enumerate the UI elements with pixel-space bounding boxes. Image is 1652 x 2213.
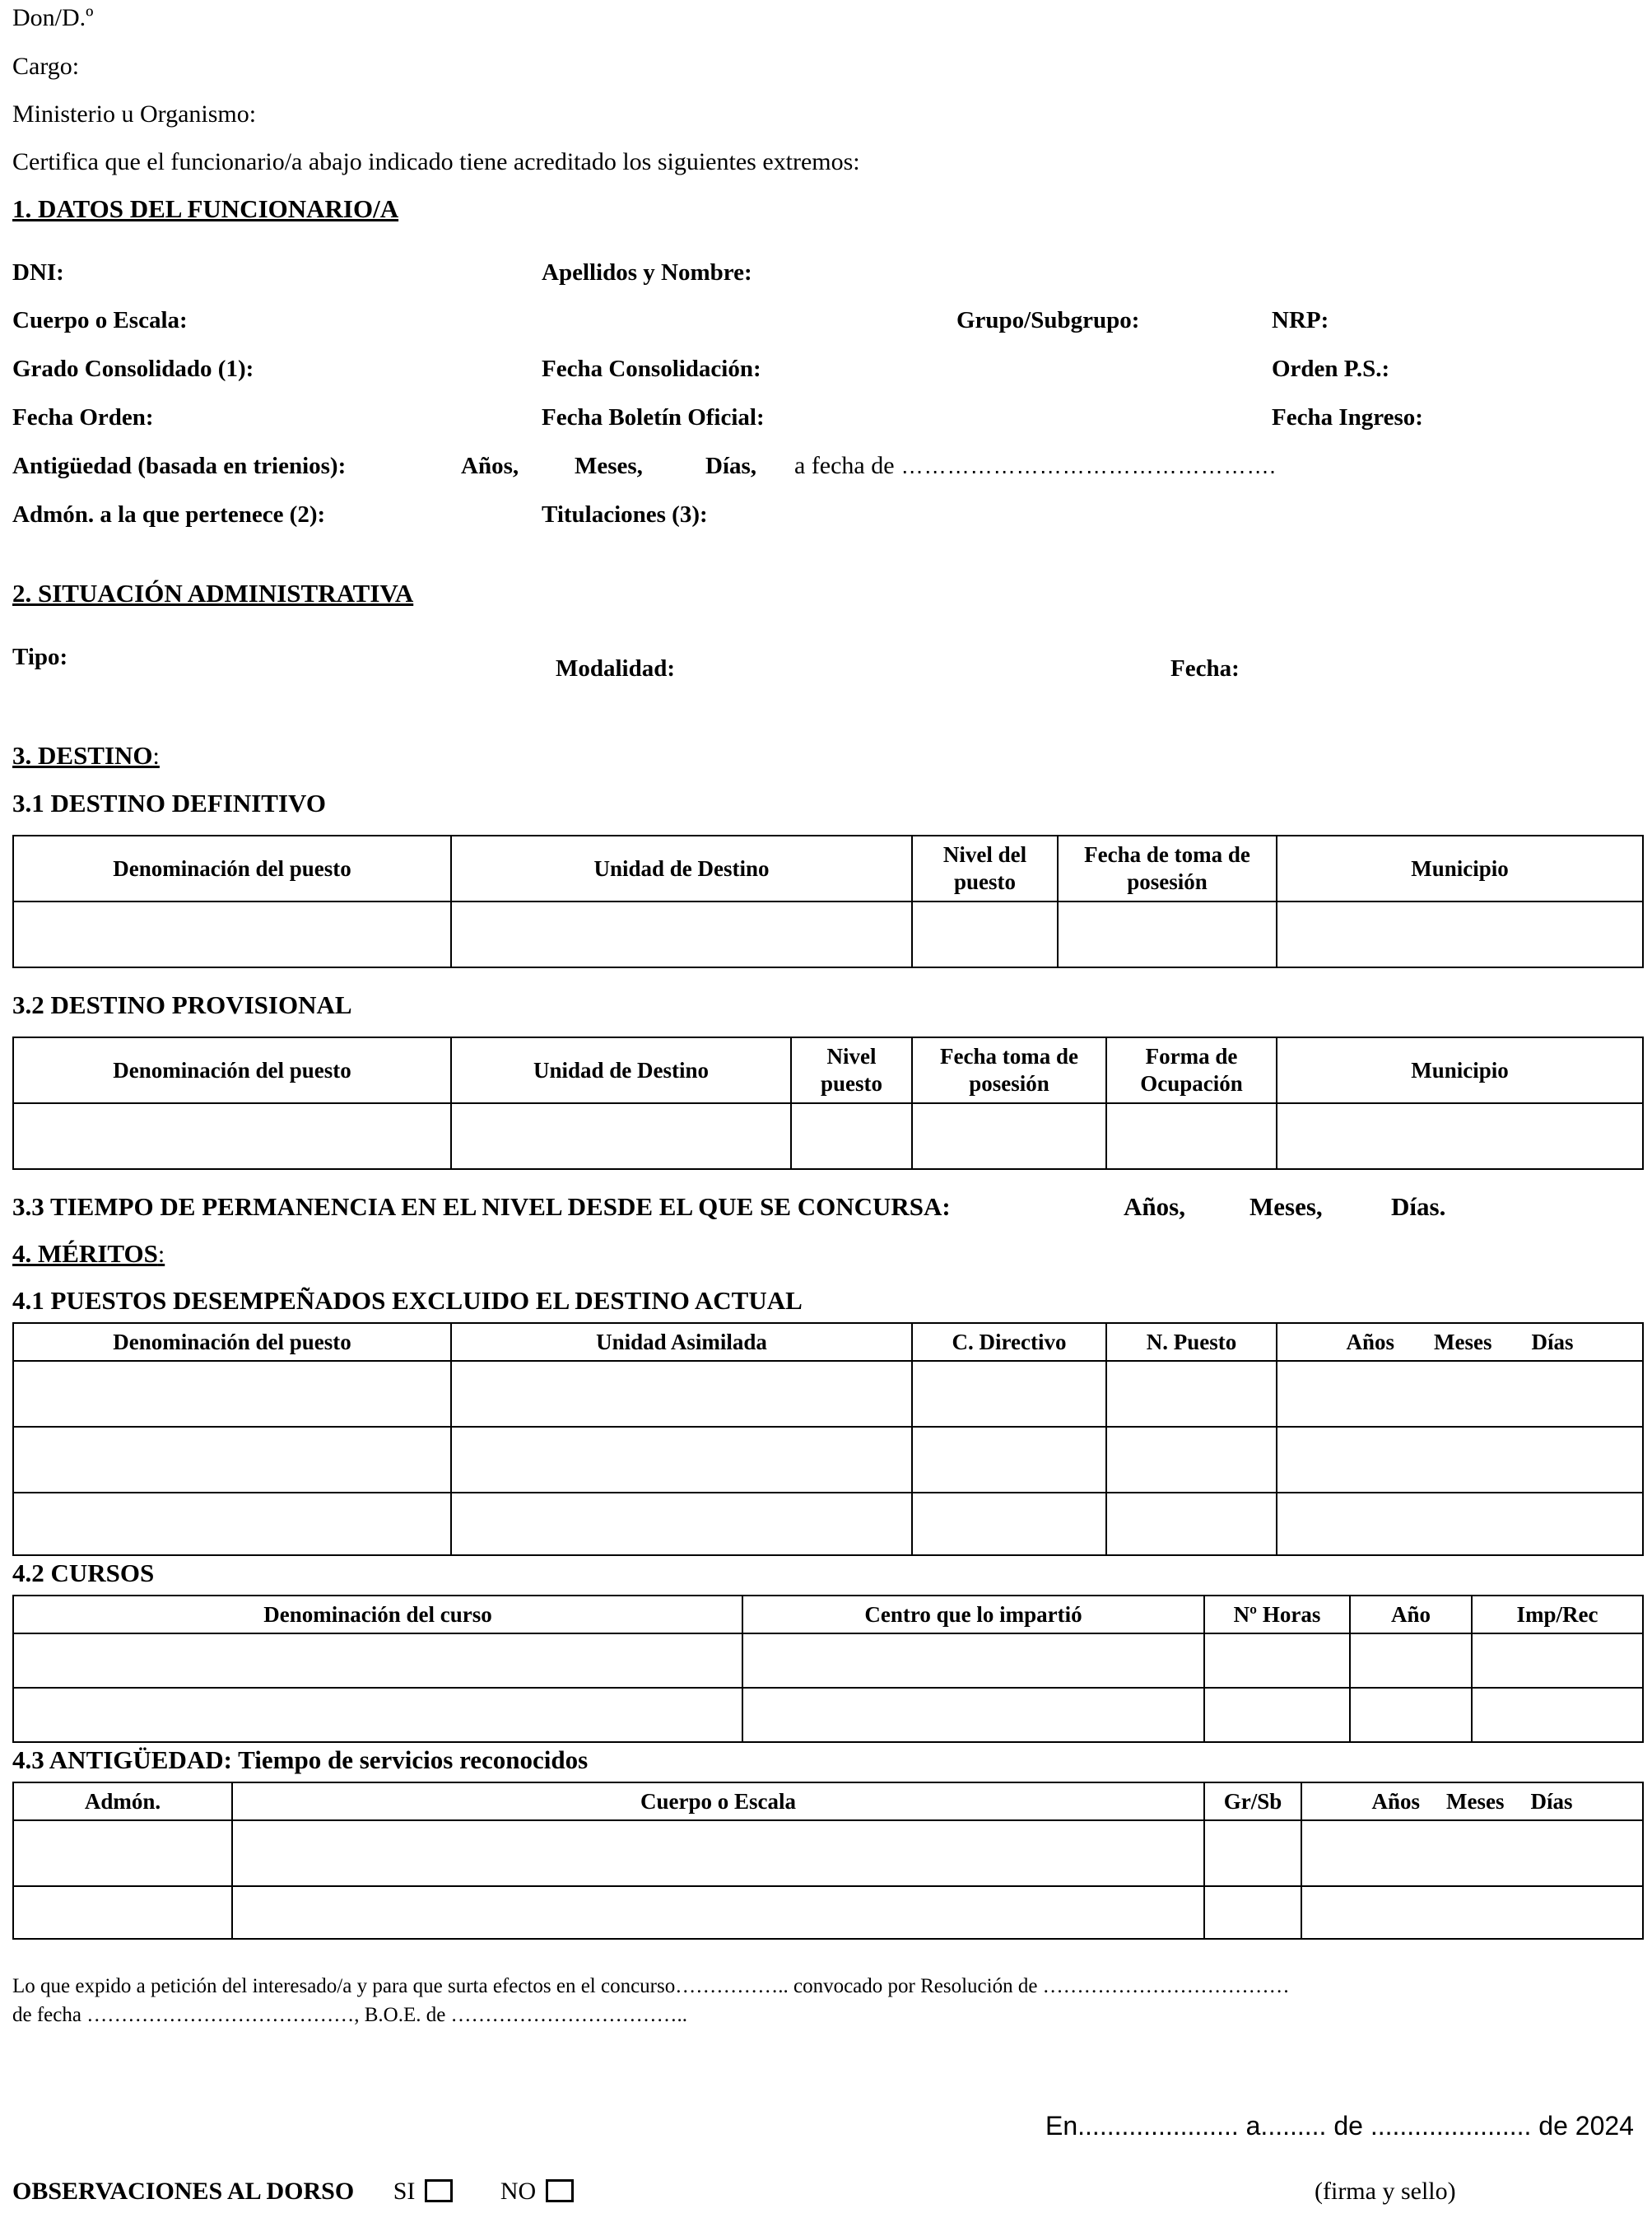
table-cell[interactable] xyxy=(742,1633,1204,1688)
tipo-label: Tipo: xyxy=(12,644,68,670)
table-cell[interactable] xyxy=(1277,1427,1643,1493)
header-cell: Forma de Ocupación xyxy=(1106,1037,1277,1103)
antiguedad-table xyxy=(12,1782,1644,1940)
table-cell[interactable] xyxy=(13,1886,232,1939)
dias-header: Días xyxy=(1530,1788,1573,1814)
table-cell[interactable] xyxy=(13,1688,742,1742)
fecha-orden-label: Fecha Orden: xyxy=(12,404,154,431)
header-cell: Fecha de toma de posesión xyxy=(1058,836,1277,902)
titulaciones-label: Titulaciones (3): xyxy=(542,501,708,528)
table-cell[interactable] xyxy=(1277,1361,1643,1427)
header-cell: Municipio xyxy=(1277,1037,1643,1103)
destino-provisional-table xyxy=(12,1037,1644,1170)
table-row xyxy=(13,1103,1643,1169)
antiguedad-title-rest: Tiempo de servicios reconocidos xyxy=(231,1745,589,1774)
table-row xyxy=(13,1633,1643,1688)
table-cell[interactable] xyxy=(451,902,912,967)
table-cell[interactable] xyxy=(13,1427,451,1493)
table-cell[interactable] xyxy=(13,1361,451,1427)
cuerpo-label: Cuerpo o Escala: xyxy=(12,307,188,333)
header-cell: Fecha toma de posesión xyxy=(912,1037,1106,1103)
table-cell[interactable] xyxy=(232,1886,1204,1939)
antiguedad-label: Antigüedad (basada en trienios): xyxy=(12,453,347,479)
header-cell: Denominación del curso xyxy=(13,1596,742,1633)
expido-line-1: Lo que expido a petición del interesado/a y para que surta efectos en el concurso…………….. convocado por Resolución de ……………………………… xyxy=(12,1975,1290,1997)
header-cell: Gr/Sb xyxy=(1204,1782,1301,1820)
destino-definitivo-title: 3.1 DESTINO DEFINITIVO xyxy=(12,789,326,818)
table-cell[interactable] xyxy=(1204,1633,1350,1688)
table-cell[interactable] xyxy=(1472,1633,1643,1688)
table-cell[interactable] xyxy=(742,1688,1204,1742)
section3-title-text: 3. DESTINO xyxy=(12,741,153,770)
section3-title-colon: : xyxy=(152,743,160,770)
place-date-line: En...................... a......... de ...................... de 2024 xyxy=(1045,2111,1634,2141)
dias-header: Días xyxy=(1531,1329,1574,1354)
no-checkbox[interactable] xyxy=(546,2179,574,2202)
header-cell: Imp/Rec xyxy=(1472,1596,1643,1633)
table-cell[interactable] xyxy=(1106,1493,1277,1555)
table-row xyxy=(13,1886,1643,1939)
section4-title xyxy=(12,1240,165,1269)
tiempo-permanencia-label: 3.3 TIEMPO DE PERMANENCIA EN EL NIVEL DESDE EL QUE SE CONCURSA: xyxy=(12,1192,951,1221)
a-fecha-de-dots: …………………………………………. xyxy=(900,453,1276,478)
table-cell[interactable] xyxy=(13,902,451,967)
fecha-ingreso-label: Fecha Ingreso: xyxy=(1272,404,1423,431)
header-cell: Nº Horas xyxy=(1204,1596,1350,1633)
a-fecha-de-label xyxy=(794,452,1276,480)
table-cell[interactable] xyxy=(1472,1688,1643,1742)
header-cell: Denominación del puesto xyxy=(13,1323,451,1361)
grado-label: Grado Consolidado (1): xyxy=(12,356,254,382)
a-fecha-de-text: a fecha de xyxy=(794,452,895,479)
table-cell[interactable] xyxy=(912,1427,1106,1493)
table-cell[interactable] xyxy=(451,1361,912,1427)
table-row xyxy=(13,1688,1643,1742)
observaciones-label: OBSERVACIONES AL DORSO xyxy=(12,2178,355,2205)
table-row xyxy=(13,1820,1643,1886)
dni-label: DNI: xyxy=(12,259,64,286)
header-cell: Año xyxy=(1350,1596,1472,1633)
table-header-row xyxy=(13,1323,1643,1361)
expido-line-2: de fecha …………………………………, B.O.E. de …………………………….. xyxy=(12,2004,688,2026)
puestos-table xyxy=(12,1322,1644,1556)
fecha-consolidacion-label: Fecha Consolidación: xyxy=(542,356,761,382)
cargo-label: Cargo: xyxy=(12,53,80,80)
meses-header: Meses xyxy=(1446,1788,1505,1814)
table-cell[interactable] xyxy=(1106,1103,1277,1169)
section4-title-colon: : xyxy=(157,1241,165,1268)
section2-title: 2. SITUACIÓN ADMINISTRATIVA xyxy=(12,579,414,608)
header-cell: Nivel del puesto xyxy=(912,836,1058,902)
table-cell[interactable] xyxy=(912,1361,1106,1427)
table-cell[interactable] xyxy=(912,902,1058,967)
header-cell: N. Puesto xyxy=(1106,1323,1277,1361)
tiempo-anos: Años, xyxy=(1124,1192,1185,1221)
si-checkbox[interactable] xyxy=(425,2179,453,2202)
table-cell[interactable] xyxy=(13,1820,232,1886)
cursos-title: 4.2 CURSOS xyxy=(12,1558,155,1587)
destino-definitivo-table xyxy=(12,835,1644,968)
table-cell[interactable] xyxy=(1277,902,1643,967)
nrp-label: NRP: xyxy=(1272,307,1329,333)
table-row xyxy=(13,1427,1643,1493)
header-cell: Cuerpo o Escala xyxy=(232,1782,1204,1820)
meses-header: Meses xyxy=(1434,1329,1492,1354)
ministerio-label: Ministerio u Organismo: xyxy=(12,100,257,128)
header-cell: C. Directivo xyxy=(912,1323,1106,1361)
header-cell: Unidad de Destino xyxy=(451,1037,791,1103)
table-cell[interactable] xyxy=(1106,1361,1277,1427)
table-row xyxy=(13,902,1643,967)
table-cell[interactable] xyxy=(1350,1688,1472,1742)
table-cell[interactable] xyxy=(1106,1427,1277,1493)
table-cell[interactable] xyxy=(1204,1820,1301,1886)
anos-header: Años xyxy=(1371,1788,1421,1814)
header-cell: Admón. xyxy=(13,1782,232,1820)
header-cell: Unidad Asimilada xyxy=(451,1323,912,1361)
table-row xyxy=(13,1493,1643,1555)
apellidos-label: Apellidos y Nombre: xyxy=(542,259,752,286)
header-cell: Denominación del puesto xyxy=(13,836,451,902)
header-cell xyxy=(1301,1782,1643,1820)
table-cell[interactable] xyxy=(13,1633,742,1688)
grupo-label: Grupo/Subgrupo: xyxy=(956,307,1140,333)
header-cell: Denominación del puesto xyxy=(13,1037,451,1103)
table-cell[interactable] xyxy=(232,1820,1204,1886)
header-cell: Unidad de Destino xyxy=(451,836,912,902)
antiguedad-title xyxy=(12,1746,588,1775)
table-cell[interactable] xyxy=(1350,1633,1472,1688)
cursos-table xyxy=(12,1595,1644,1743)
section4-title-text: 4. MÉRITOS xyxy=(12,1239,158,1268)
header-cell: Municipio xyxy=(1277,836,1643,902)
section1-title: 1. DATOS DEL FUNCIONARIO/A xyxy=(12,194,399,223)
modalidad-label: Modalidad: xyxy=(556,655,676,682)
destino-provisional-title: 3.2 DESTINO PROVISIONAL xyxy=(12,990,352,1019)
no-label: NO xyxy=(500,2178,537,2205)
table-header-row xyxy=(13,1782,1643,1820)
section3-title xyxy=(12,742,160,771)
puestos-title: 4.1 PUESTOS DESEMPEÑADOS EXCLUIDO EL DESTINO ACTUAL xyxy=(12,1286,803,1315)
table-cell[interactable] xyxy=(1277,1493,1643,1555)
table-cell[interactable] xyxy=(451,1427,912,1493)
table-cell[interactable] xyxy=(451,1103,791,1169)
certifica-text: Certifica que el funcionario/a abajo indicado tiene acreditado los siguientes extremos: xyxy=(12,148,860,175)
header-cell xyxy=(1277,1323,1643,1361)
firma-label: (firma y sello) xyxy=(1315,2178,1456,2205)
tiempo-dias: Días. xyxy=(1391,1192,1446,1221)
table-cell[interactable] xyxy=(1058,902,1277,967)
table-cell[interactable] xyxy=(1204,1688,1350,1742)
table-cell[interactable] xyxy=(1277,1103,1643,1169)
antiguedad-anos: Años, xyxy=(461,453,519,479)
table-row xyxy=(13,1361,1643,1427)
si-label: SI xyxy=(393,2178,416,2205)
orden-ps-label: Orden P.S.: xyxy=(1272,356,1390,382)
table-header-row xyxy=(13,1037,1643,1103)
don-label: Don/D.º xyxy=(12,4,94,31)
table-cell[interactable] xyxy=(791,1103,912,1169)
situacion-fecha-label: Fecha: xyxy=(1170,655,1240,682)
table-cell[interactable] xyxy=(13,1493,451,1555)
table-header-row xyxy=(13,1596,1643,1633)
antiguedad-dias: Días, xyxy=(705,453,757,479)
table-cell[interactable] xyxy=(912,1103,1106,1169)
table-cell[interactable] xyxy=(13,1103,451,1169)
table-cell[interactable] xyxy=(1301,1886,1643,1939)
anos-header: Años xyxy=(1346,1329,1395,1354)
table-header-row xyxy=(13,836,1643,902)
table-cell[interactable] xyxy=(1301,1820,1643,1886)
header-cell: Nivel puesto xyxy=(791,1037,912,1103)
observaciones-row xyxy=(12,2178,574,2206)
table-cell[interactable] xyxy=(912,1493,1106,1555)
antiguedad-meses: Meses, xyxy=(575,453,643,479)
tiempo-meses: Meses, xyxy=(1249,1192,1323,1221)
fecha-boletin-label: Fecha Boletín Oficial: xyxy=(542,404,765,431)
header-cell: Centro que lo impartió xyxy=(742,1596,1204,1633)
table-cell[interactable] xyxy=(1204,1886,1301,1939)
table-cell[interactable] xyxy=(451,1493,912,1555)
antiguedad-title-bold: 4.3 ANTIGÜEDAD: xyxy=(12,1745,232,1774)
admon-label: Admón. a la que pertenece (2): xyxy=(12,501,326,528)
